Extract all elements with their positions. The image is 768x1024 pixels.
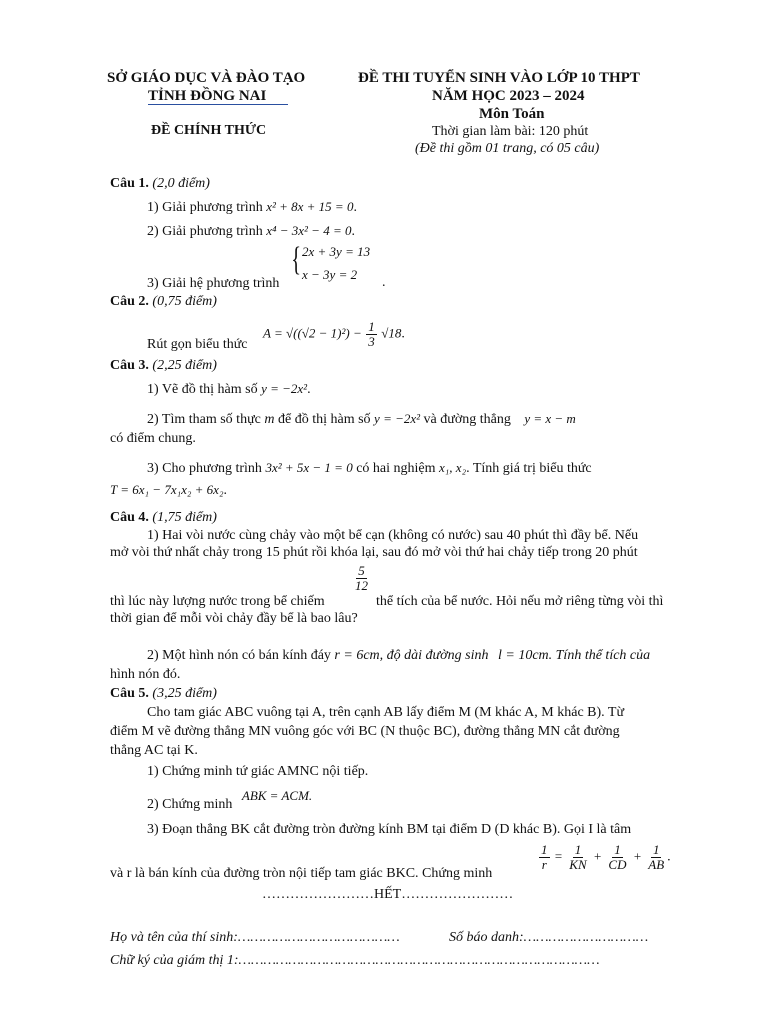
part-text: 2) Tìm tham số thực xyxy=(147,412,261,427)
question-2-heading xyxy=(110,294,217,310)
part-text: 3) Cho phương trình xyxy=(147,461,262,476)
question-5-part-1: 1) Chứng minh tứ giác AMNC nội tiếp. xyxy=(147,764,369,779)
question-5-title: Câu 5. xyxy=(110,686,149,701)
question-3-heading xyxy=(110,358,217,374)
question-5-intro-3: thẳng AC tại K. xyxy=(110,743,198,758)
end-marker: ……………………HẾT…………………… xyxy=(262,887,514,902)
school-year: NĂM HỌC 2023 – 2024 xyxy=(432,88,585,104)
question-3-part-3 xyxy=(147,461,592,477)
expression-right: √18 xyxy=(381,325,402,341)
question-4-heading xyxy=(110,510,217,526)
candidate-name-field: Họ và tên của thí sinh:………………………………… xyxy=(110,930,400,945)
numerator: 1 xyxy=(368,319,375,334)
radius: r = 6cm, độ dài đường sinh xyxy=(334,648,489,663)
expression-left: A = √((√2 − 1)²) − xyxy=(263,325,362,341)
fraction xyxy=(353,564,370,592)
parameter-m: m xyxy=(264,412,275,427)
numerator: 5 xyxy=(358,563,365,578)
question-2-expression: A = √((√2 − 1)²) − $\frac{1}{3}$ √18. xyxy=(263,319,405,349)
header-underline xyxy=(148,104,288,105)
equation: x² + 8x + 15 = 0 xyxy=(266,199,354,214)
denominator: CD xyxy=(608,856,627,872)
roots: x₁, x₂ xyxy=(439,460,467,475)
question-4-line-1: 1) Hai vòi nước cùng chảy vào một bể cạn (không có nước) sau 40 phút thì đầy bể. Nếu xyxy=(147,528,639,543)
question-5-intro-2: điểm M vẽ đường thẳng MN vuông góc với BC (N thuộc BC), đường thẳng MN cắt đường xyxy=(110,724,620,739)
question-4-line-2: mở vòi thứ nhất chảy trong 15 phút rồi khóa lại, sau đó mở vòi thứ hai chảy tiếp trong 20 phút xyxy=(110,545,638,560)
question-3-part-1: 1) Vẽ đồ thị hàm số y = −2x². xyxy=(147,381,311,397)
equation: x⁴ − 3x² − 4 = 0 xyxy=(266,223,352,238)
numerator: 1 xyxy=(541,842,548,857)
part-text: 2) Một hình nón có bán kính đáy xyxy=(147,648,331,663)
question-3-expression: T = 6x₁ − 7x₁x₂ + 6x₂. xyxy=(110,482,227,498)
part-text: có hai nghiệm xyxy=(356,461,436,476)
system-equation-2: x − 3y = 2 xyxy=(302,267,358,282)
question-1-points: (2,0 điểm) xyxy=(152,176,210,191)
exam-title: ĐỀ THI TUYỂN SINH VÀO LỚP 10 THPT xyxy=(358,70,640,86)
angle-equation: ABK = ACM. xyxy=(241,788,313,803)
part-text: để đồ thị hàm số xyxy=(278,412,371,427)
function: y = −2x² xyxy=(374,411,421,426)
question-4-line-3a: thì lúc này lượng nước trong bể chiếm xyxy=(110,594,325,609)
part-text: và đường thẳng xyxy=(423,412,511,427)
question-3-part-2 xyxy=(147,412,576,428)
slant-height: l = 10cm. Tính thể tích của xyxy=(497,648,651,663)
subject-label: Môn Toán xyxy=(479,106,545,122)
numerator: 1 xyxy=(652,842,660,857)
part-text: . Tính giá trị biểu thức xyxy=(466,461,592,476)
question-5-identity: $\frac{1}{r}$ = $\frac{1}{KN}$ + $\frac{1}{CD}$ + $\frac{1}{AB}$ . xyxy=(541,842,671,872)
question-5-part-3-line-1: 3) Đoạn thẳng BK cắt đường tròn đường kính BM tại điểm D (D khác B). Gọi I là tâm xyxy=(147,822,632,837)
question-1-part-2: 2) Giải phương trình x⁴ − 3x² − 4 = 0. xyxy=(147,223,355,239)
fraction-five-twelfths xyxy=(352,564,371,592)
question-5-part-3-line-2: và r là bán kính của đường tròn nội tiếp tam giác BKC. Chứng minh xyxy=(110,866,493,881)
part-text: 3) Giải hệ phương trình xyxy=(147,276,280,291)
question-5-points: (3,25 điểm) xyxy=(152,686,217,701)
part-text: 2) Chứng minh xyxy=(147,797,233,812)
numerator: 1 xyxy=(574,842,582,857)
fraction-1-r xyxy=(539,843,550,871)
question-3-title: Câu 3. xyxy=(110,358,149,373)
fraction-1-AB xyxy=(646,843,666,871)
question-4-points: (1,75 điểm) xyxy=(152,510,217,525)
candidate-number-field: Số báo danh:………………………… xyxy=(449,930,649,945)
question-5-heading xyxy=(110,686,217,702)
fraction-1-CD xyxy=(606,843,628,871)
denominator: 12 xyxy=(355,577,368,593)
question-3-points: (2,25 điểm) xyxy=(152,358,217,373)
question-1-heading xyxy=(110,176,210,192)
question-2-title: Câu 2. xyxy=(110,294,149,309)
province-name: TỈNH ĐỒNG NAI xyxy=(148,88,267,104)
denominator: KN xyxy=(569,856,587,872)
question-4-line-4: thời gian để mỗi vòi chảy đầy bể là bao lâu? xyxy=(110,611,358,626)
fraction-one-third xyxy=(366,320,377,348)
denominator: r xyxy=(541,856,547,872)
fraction-1-KN xyxy=(567,843,588,871)
question-4-part-2 xyxy=(147,648,650,664)
question-5-part-2 xyxy=(147,788,313,813)
numerator: 1 xyxy=(614,842,621,857)
time-label: Thời gian làm bài: 120 phút xyxy=(432,124,589,139)
left-brace: { xyxy=(291,241,302,278)
part-text: 2) Giải phương trình xyxy=(147,224,263,239)
expression-T: T = 6x₁ − 7x₁x₂ + 6x₂ xyxy=(110,482,224,497)
denominator: AB xyxy=(648,856,665,872)
denominator: 3 xyxy=(368,333,375,349)
part-text: 1) Giải phương trình xyxy=(147,200,263,215)
department-name: SỞ GIÁO DỤC VÀ ĐÀO TẠO xyxy=(107,70,306,86)
question-4-title: Câu 4. xyxy=(110,510,149,525)
question-2-points: (0,75 điểm) xyxy=(152,294,217,309)
equation: 3x² + 5x − 1 = 0 xyxy=(265,460,353,475)
page-note: (Đề thi gồm 01 trang, có 05 câu) xyxy=(415,141,600,156)
part-text: 1) Vẽ đồ thị hàm số xyxy=(147,382,258,397)
question-4-part-2-cont: hình nón đó. xyxy=(110,667,181,682)
question-1-part-3 xyxy=(147,276,279,292)
question-1-title: Câu 1. xyxy=(110,176,149,191)
question-5-intro-1: Cho tam giác ABC vuông tại A, trên cạnh AB lấy điểm M (M khác A, M khác B). Từ xyxy=(147,705,625,720)
question-3-part-2-cont: có điểm chung. xyxy=(110,431,196,446)
function: y = −2x² xyxy=(261,381,308,396)
proctor-signature-field: Chữ ký của giám thị 1:…………………………………………………………………………… xyxy=(110,953,600,968)
question-1-part-1: 1) Giải phương trình x² + 8x + 15 = 0. xyxy=(147,199,357,215)
official-label: ĐỀ CHÍNH THỨC xyxy=(151,123,267,138)
question-4-line-3b: thể tích của bể nước. Hỏi nếu mở riêng từng vòi thì xyxy=(376,594,664,609)
line-equation: y = x − m xyxy=(524,411,576,426)
exam-page: SỞ GIÁO DỤC VÀ ĐÀO TẠO TỈNH ĐỒNG NAI ĐỀ CHÍNH THỨC ĐỀ THI TUYỂN SINH VÀO LỚP 10 THPT NĂM HỌC 2023 – 2024 Môn Toán Thời gian làm bài: 120 phút (Đề thi gồm 01 trang, có 05 câu) Câu 1. (2,0 điểm) 1) Giải phương trình x² + 8x + 15 = 0. 2) Giải phương trình x⁴ − 3x² − 4 = 0. 3) Giải hệ phương trình { 2x + 3y = 13 x − 3y = 2 . Câu 2. (0,75 điểm) Rút gọn biểu thức A = √((√2 − 1)²) − $\frac{1}{3}$ √18. Câu 3. (2,25 điểm) 1) Vẽ đồ thị hàm số y = −2x². 2) Tìm tham số thực m để đồ thị hàm số y = −2x² và đường thẳng y = x − m có điểm chung. 3) Cho phương trình 3x² + 5x − 1 = 0 có hai nghiệm x₁, x₂. Tính giá trị biểu thức T = 6x₁ − 7x₁x₂ + 6x₂. Câu 4. (1,75 điểm) 1) Hai vòi nước cùng chảy vào một bể cạn (không có nước) sau 40 phút thì đầy bể. Nếu mở vòi thứ nhất chảy trong 15 phút rồi khóa lại, sau đó mở vòi thứ hai chảy tiếp trong 20 phút thì lúc này lượng nước trong bể chiếm $\frac{5}{12}$ thể tích của bể nước. Hỏi nếu mở riêng từng vòi thì thời gian để mỗi vòi chảy đầy bể là bao lâu? 2) Một hình nón có bán kính đáy r = 6cm, độ dài đường sinh l = 10cm. Tính thể tích của hình nón đó. Câu 5. (3,25 điểm) Cho tam giác ABC vuông tại A, trên cạnh AB lấy điểm M (M khác A, M khác B). Từ điểm M vẽ đường thẳng MN vuông góc với BC (N thuộc BC), đường thẳng MN cắt đường thẳng AC tại K. 1) Chứng minh tứ giác AMNC nội tiếp. 2) Chứng minh ABK = ACM. 3) Đoạn thẳng BK cắt đường tròn đường kính BM tại điểm D (D khác B). Gọi I là tâm và r là bán kính của đường tròn nội tiếp tam giác BKC. Chứng minh $\frac{1}{r}$ = $\frac{1}{KN}$ + $\frac{1}{CD}$ + $\frac{1}{AB}$ . ……………………HẾT…………………… Họ và tên của thí sinh:………………………………… Số báo danh:………………………… Chữ ký của giám thị 1:…………………………………………………………………………… xyxy=(107,70,671,968)
question-2-text: Rút gọn biểu thức xyxy=(147,337,248,352)
system-equation-1: 2x + 3y = 13 xyxy=(302,244,371,259)
